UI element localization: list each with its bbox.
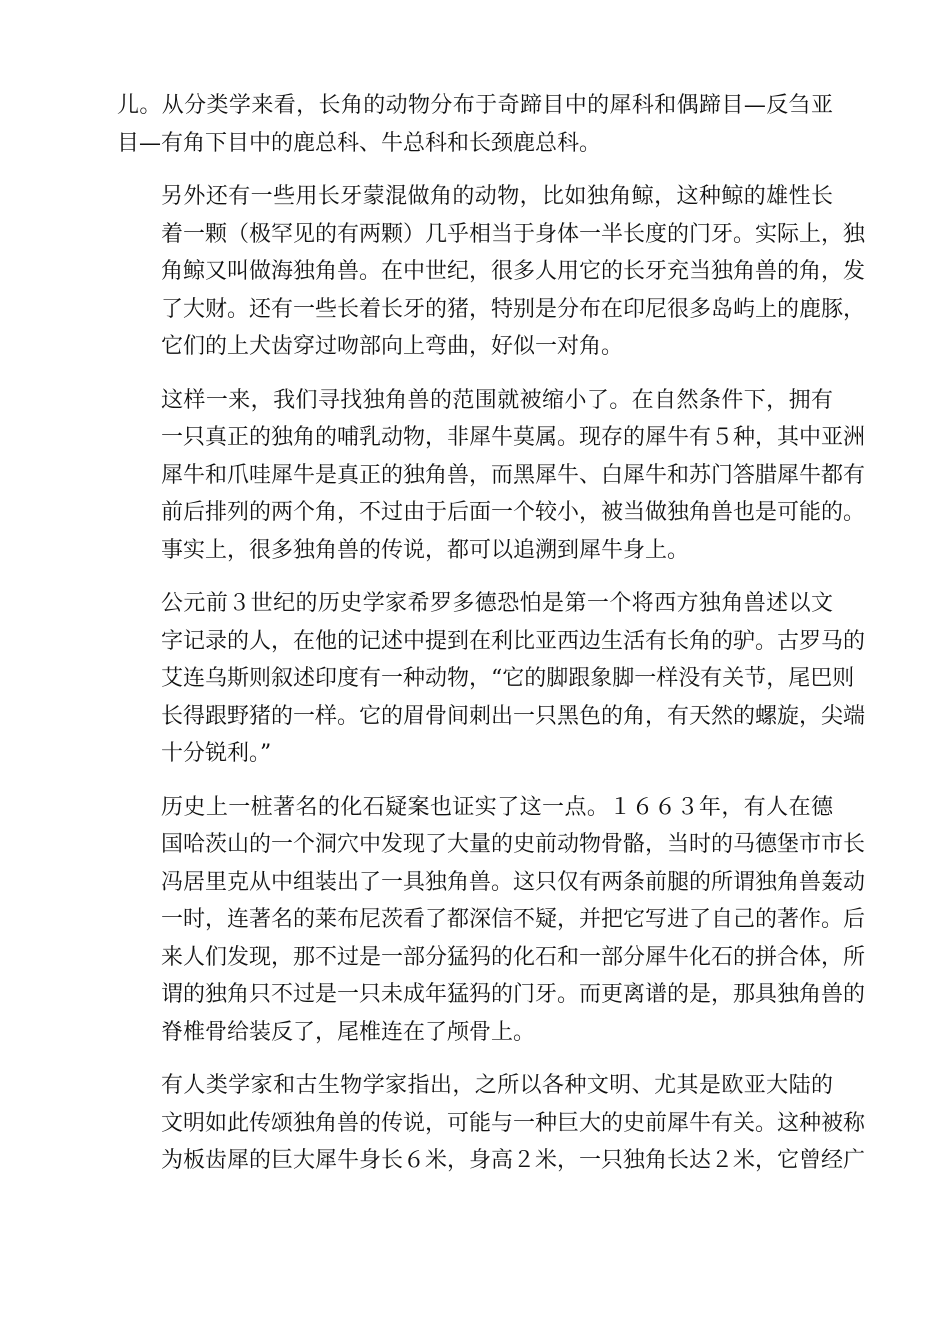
text-line: 十分锐利。”: [161, 741, 272, 766]
paragraph-6: [117, 1067, 866, 1180]
text-line: 它们的上犬齿穿过吻部向上弯曲，好似一对角。: [161, 334, 624, 359]
text-line: 了大财。还有一些长着长牙的猪，特别是分布在印尼很多岛屿上的鹿豚，: [161, 296, 866, 322]
text-line: 儿。从分类学来看，长角的动物分布于奇蹄目中的犀科和偶蹄目—反刍亚: [117, 93, 833, 118]
text-line: 另外还有一些用长牙蒙混做角的动物，比如独角鲸，这种鲸的雄性长: [161, 184, 833, 209]
text-line: 目—有角下目中的鹿总科、牛总科和长颈鹿总科。: [117, 130, 602, 156]
text-line: 事实上，很多独角兽的传说，都可以追溯到犀牛身上。: [161, 537, 690, 563]
text-line: 犀牛和爪哇犀牛是真正的独角兽，而黑犀牛、白犀牛和苏门答腊犀牛都有: [161, 462, 866, 488]
text-line: 这样一来，我们寻找独角兽的范围就被缩小了。在自然条件下，拥有: [161, 387, 833, 413]
text-line: 艾连乌斯则叙述印度有一种动物，“它的脚跟象脚一样没有关节，尾巴则: [161, 666, 855, 691]
text-line: 角鲸又叫做海独角兽。在中世纪，很多人用它的长牙充当独角兽的角，发: [161, 259, 866, 284]
paragraph-3: [117, 382, 866, 570]
text-line: 历史上一桩著名的化石疑案也证实了这一点。１６６３年，有人在德: [161, 794, 833, 820]
paragraph-2: [117, 178, 866, 366]
text-line: 文明如此传颂独角兽的传说，可能与一种巨大的史前犀牛有关。这种被称: [161, 1110, 866, 1136]
text-line: 一时，连著名的莱布尼茨看了都深信不疑，并把它写进了自己的著作。后: [161, 907, 866, 932]
text-line: 着一颗（极罕见的有两颗）几乎相当于身体一半长度的门牙。实际上，独: [161, 221, 866, 247]
text-line: 为板齿犀的巨大犀牛身长６米，身高２米，一只独角长达２米，它曾经广: [161, 1148, 866, 1173]
text-line: 前后排列的两个角，不过由于后面一个较小，被当做独角兽也是可能的。: [161, 500, 866, 525]
text-line: 一只真正的独角的哺乳动物，非犀牛莫属。现存的犀牛有５种，其中亚洲: [161, 425, 866, 450]
paragraph-4: [117, 585, 866, 773]
text-line: 谓的独角只不过是一只未成年猛犸的门牙。而更离谱的是，那具独角兽的: [161, 982, 866, 1007]
document-page: [117, 87, 866, 1196]
text-line: 公元前３世纪的历史学家希罗多德恐怕是第一个将西方独角兽述以文: [161, 591, 833, 616]
paragraph-5: [117, 789, 866, 1052]
text-line: 冯居里克从中组装出了一具独角兽。这只仅有两条前腿的所谓独角兽轰动: [161, 869, 866, 895]
text-line: 来人们发现，那不过是一部分猛犸的化石和一部分犀牛化石的拼合体，所: [161, 944, 866, 970]
text-line: 字记录的人，在他的记述中提到在利比亚西边生活有长角的驴。古罗马的: [161, 628, 866, 654]
text-line: 有人类学家和古生物学家指出，之所以各种文明、尤其是欧亚大陆的: [161, 1073, 833, 1098]
text-line: 长得跟野猪的一样。它的眉骨间刺出一只黑色的角，有天然的螺旋，尖端: [161, 703, 866, 729]
text-line: 脊椎骨给装反了，尾椎连在了颅骨上。: [161, 1019, 536, 1045]
text-line: 国哈茨山的一个洞穴中发现了大量的史前动物骨骼，当时的马德堡市市长: [161, 832, 866, 857]
paragraph-1: [117, 87, 833, 162]
